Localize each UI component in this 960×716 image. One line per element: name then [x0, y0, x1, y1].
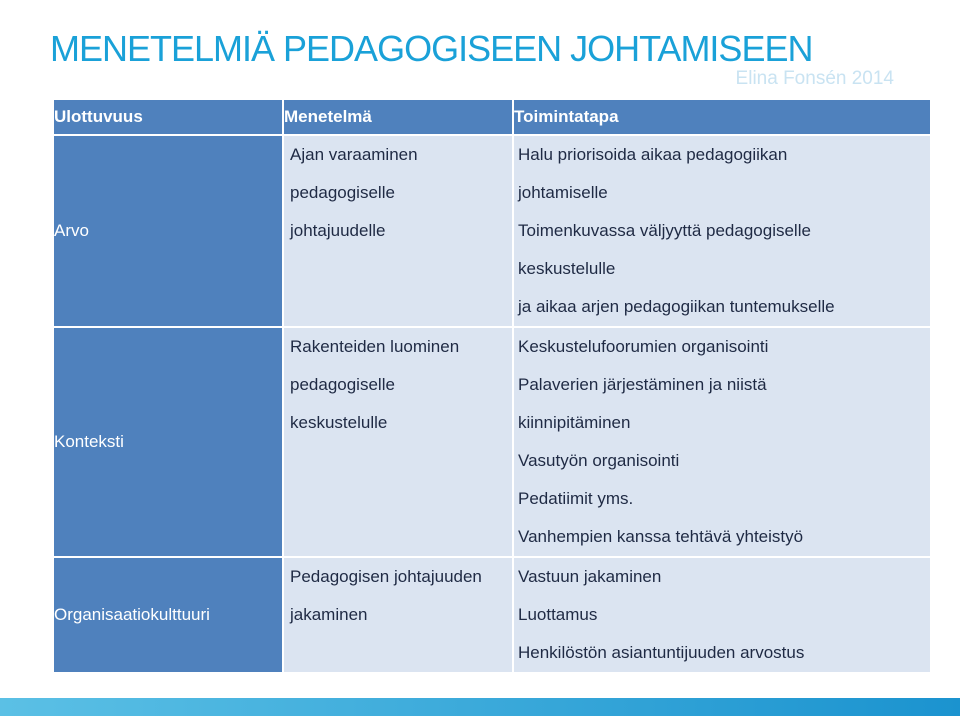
method-line: johtajuudelle — [290, 221, 386, 240]
method-line: Rakenteiden luominen — [290, 337, 460, 356]
method-line: pedagogiselle — [290, 375, 395, 394]
author-credit: Elina Fonsén 2014 — [735, 68, 894, 89]
method-cell — [283, 327, 513, 557]
action-cell — [513, 327, 931, 557]
method-line: jakaminen — [290, 605, 368, 624]
methods-table — [52, 98, 932, 674]
action-line: Vasutyön organisointi — [518, 451, 680, 470]
action-line: Vanhempien kanssa tehtävä yhteistyö — [518, 527, 804, 546]
action-line: Henkilöstön asiantuntijuuden arvostus — [518, 643, 805, 662]
dimension-cell: Arvo — [53, 135, 283, 327]
action-line: Luottamus — [518, 605, 598, 624]
table-row — [53, 557, 931, 673]
method-line: Pedagogisen johtajuuden — [290, 567, 482, 586]
header-action: Toimintatapa — [513, 99, 931, 135]
method-line: pedagogiselle — [290, 183, 395, 202]
method-line: keskustelulle — [290, 413, 388, 432]
page-title: MENETELMIÄ PEDAGOGISEEN JOHTAMISEEN — [50, 28, 813, 69]
table-row — [53, 327, 931, 557]
action-line: Vastuun jakaminen — [518, 567, 662, 586]
method-line: Ajan varaaminen — [290, 145, 418, 164]
table-row — [53, 135, 931, 327]
action-cell — [513, 135, 931, 327]
method-cell — [283, 135, 513, 327]
table-header-row — [53, 99, 931, 135]
action-line: Halu priorisoida aikaa pedagogiikan — [518, 145, 788, 164]
action-line: kiinnipitäminen — [518, 413, 631, 432]
action-line: Keskustelufoorumien organisointi — [518, 337, 769, 356]
header-dimension: Ulottuvuus — [53, 99, 283, 135]
header-method: Menetelmä — [283, 99, 513, 135]
dimension-cell: Konteksti — [53, 327, 283, 557]
action-line: ja aikaa arjen pedagogiikan tuntemukselle — [518, 297, 835, 316]
action-line: Toimenkuvassa väljyyttä pedagogiselle — [518, 221, 811, 240]
action-cell — [513, 557, 931, 673]
action-line: Pedatiimit yms. — [518, 489, 634, 508]
bottom-accent-bar — [0, 698, 960, 716]
action-line: keskustelulle — [518, 259, 616, 278]
dimension-cell: Organisaatiokulttuuri — [53, 557, 283, 673]
action-line: Palaverien järjestäminen ja niistä — [518, 375, 767, 394]
method-cell — [283, 557, 513, 673]
action-line: johtamiselle — [518, 183, 608, 202]
